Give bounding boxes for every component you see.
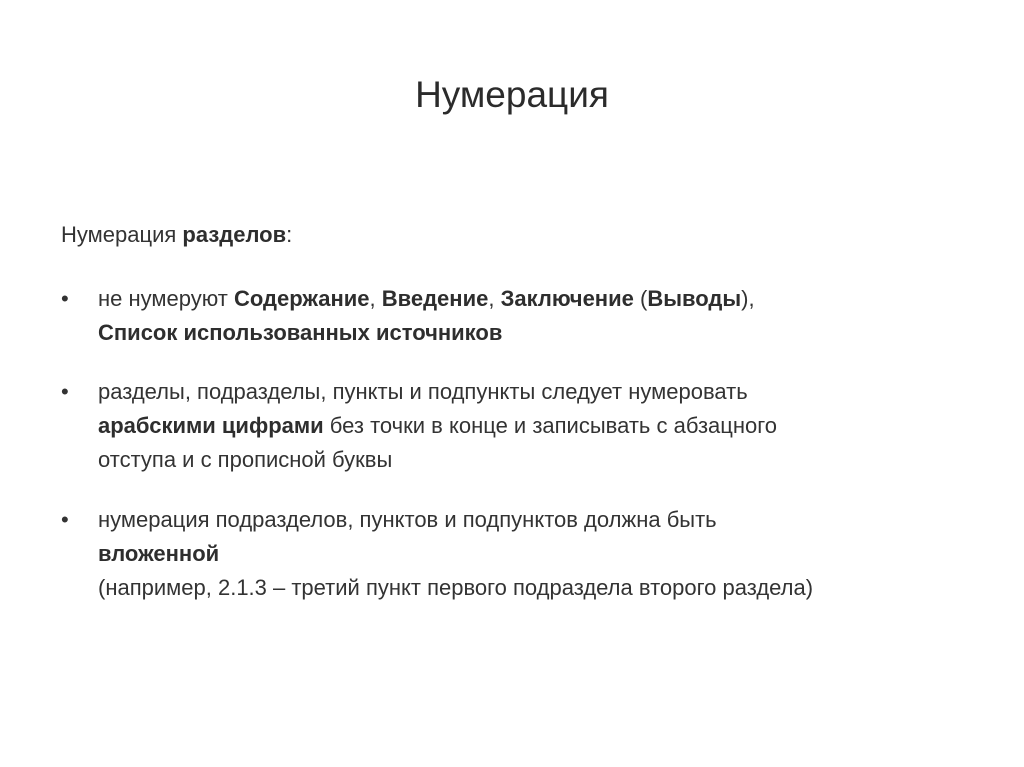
page-title: Нумерация	[415, 74, 609, 115]
bold-run: Содержание	[233, 286, 370, 311]
intro-suffix: :	[286, 222, 293, 247]
text-run: нумерация подразделов, пунктов и подпунктов должна быть	[98, 507, 717, 532]
list-item-line	[98, 375, 958, 409]
text-run: не нумеруют	[98, 286, 234, 311]
bold-run: Выводы	[647, 286, 742, 311]
list-item-line	[98, 316, 958, 350]
list-item-text	[98, 282, 958, 350]
list-item-line	[98, 571, 958, 605]
bold-run: Заключение	[500, 286, 634, 311]
bullet-icon: •	[61, 379, 69, 404]
intro-heading	[61, 218, 292, 252]
text-run: разделы, подразделы, пункты и подпункты следует нумеровать	[98, 379, 748, 404]
intro-bold: разделов	[182, 222, 287, 247]
text-run: ),	[741, 286, 755, 311]
list-item-line	[98, 503, 958, 537]
bold-run: арабскими цифрами	[98, 413, 324, 438]
text-run: ,	[488, 286, 501, 311]
text-run: (	[633, 286, 648, 311]
text-run: без точки в конце и записывать с абзацного	[323, 413, 778, 438]
list-item-line	[98, 537, 958, 571]
text-run: (например, 2.1.3 – третий пункт первого подраздела второго раздела)	[98, 575, 814, 600]
text-run: ,	[369, 286, 382, 311]
list-item-text	[98, 375, 958, 477]
list-item-text	[98, 503, 958, 605]
text-run: отступа и с прописной буквы	[98, 447, 393, 472]
bold-run: Введение	[381, 286, 489, 311]
bold-run: вложенной	[98, 541, 220, 566]
list-item-line	[98, 409, 958, 443]
intro-text: Нумерация	[61, 222, 183, 247]
bullet-icon: •	[61, 507, 69, 532]
list-item-line	[98, 282, 958, 316]
list-item-line	[98, 443, 958, 477]
bold-run: Список использованных источников	[98, 320, 503, 345]
bullet-icon: •	[61, 286, 69, 311]
